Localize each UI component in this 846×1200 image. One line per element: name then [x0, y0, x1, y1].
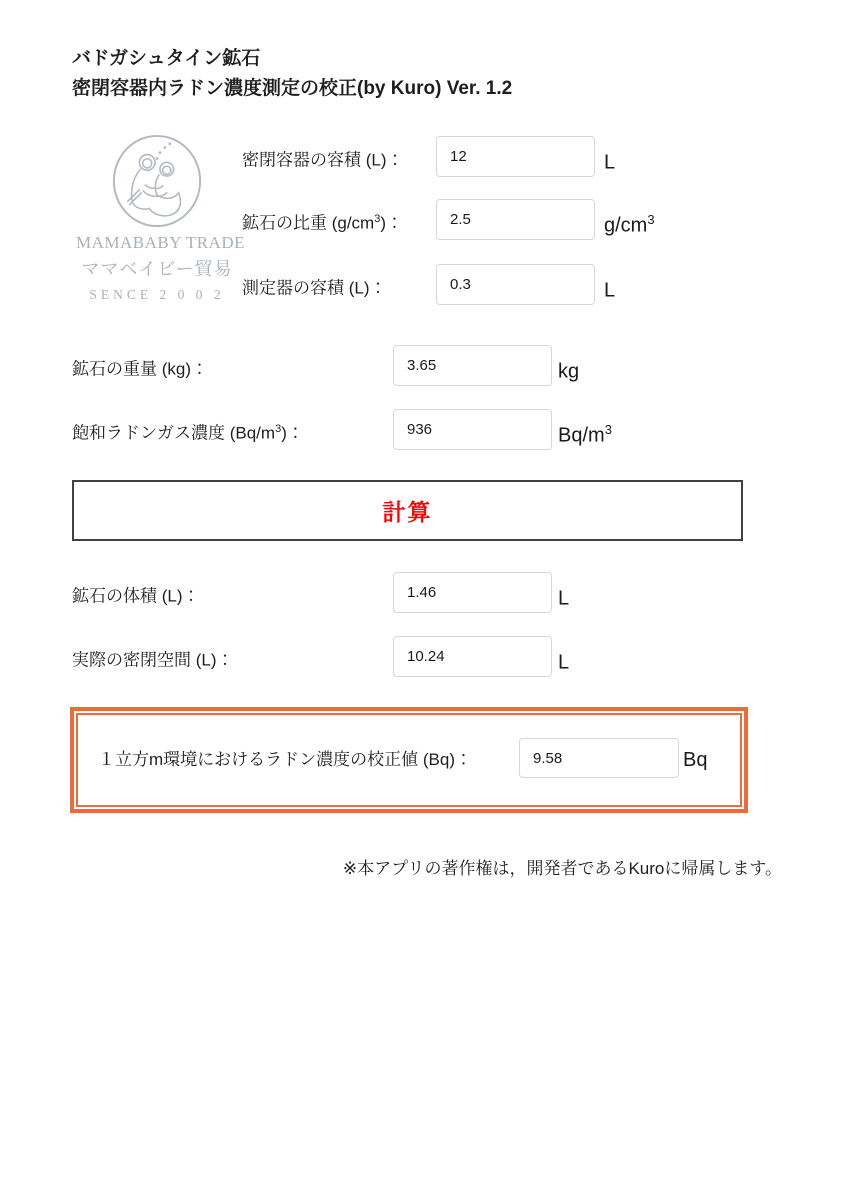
unit-text: L [558, 587, 570, 610]
page-title [72, 44, 512, 104]
device-volume-label [242, 264, 387, 309]
saturated-radon-unit [558, 409, 612, 457]
output-row-enclosed-space [0, 636, 846, 677]
input-row-container-volume [0, 136, 846, 177]
specific-gravity-input[interactable] [436, 199, 595, 240]
page-title-line2: 密閉容器内ラドン濃度測定の校正(by Kuro) Ver. 1.2 [72, 78, 513, 99]
device-volume-input[interactable] [436, 264, 595, 305]
ore-volume-unit [558, 572, 569, 620]
specific-gravity-label [242, 199, 403, 244]
unit-text: L [604, 151, 616, 174]
calculate-button[interactable]: 計算 [72, 480, 743, 541]
calibration-result-box [70, 707, 748, 813]
page-title-line1: バドガシュタイン鉱石 [72, 48, 261, 69]
unit-text: Bq/m [558, 424, 605, 447]
ore-weight-input[interactable] [393, 345, 552, 386]
saturated-radon-input[interactable] [393, 409, 552, 450]
unit-text: kg [558, 360, 580, 383]
calibration-result-output[interactable] [519, 738, 679, 778]
device-volume-unit [604, 264, 615, 312]
unit-text: L [604, 279, 616, 302]
label-text: 鉱石の比重 (g/cm [242, 213, 375, 233]
ore-volume-label [72, 572, 200, 617]
logo-name-jp: ママベイビー貿易 [81, 259, 233, 279]
label-text: 実際の密閉空間 (L)： [72, 650, 234, 670]
enclosed-space-output[interactable] [393, 636, 552, 677]
saturated-radon-label [72, 409, 304, 454]
label-text: 測定器の容積 (L)： [242, 278, 387, 298]
copyright-note: ※本アプリの著作権は，開発者であるKuroに帰属します。 [342, 859, 782, 878]
logo-name-en: MAMABABY TRADE [76, 233, 245, 252]
container-volume-input[interactable] [436, 136, 595, 177]
label-text: )： [281, 423, 304, 443]
container-volume-label [242, 136, 404, 181]
unit-text: g/cm [604, 214, 648, 237]
label-text: 鉱石の重量 (kg)： [72, 359, 208, 379]
label-text: 密閉容器の容積 (L)： [242, 150, 404, 170]
label-text: )： [380, 213, 404, 233]
calibration-result-label: １立方m環境におけるラドン濃度の校正値 (Bq)： [98, 750, 472, 769]
enclosed-space-label [72, 636, 234, 681]
label-sup: 3 [374, 213, 381, 225]
unit-sup: 3 [604, 422, 612, 437]
label-sup: 3 [275, 423, 282, 435]
input-row-device-volume [0, 264, 846, 305]
specific-gravity-unit [604, 199, 655, 247]
label-text: 鉱石の体積 (L)： [72, 586, 200, 606]
unit-text: L [558, 651, 570, 674]
container-volume-unit [604, 136, 615, 184]
input-row-saturated-radon [0, 409, 846, 450]
ore-volume-output[interactable] [393, 572, 552, 613]
unit-sup: 3 [647, 212, 655, 227]
ore-weight-label [72, 345, 208, 390]
ore-weight-unit [558, 345, 579, 393]
output-row-ore-volume [0, 572, 846, 613]
input-row-specific-gravity [0, 199, 846, 240]
calibration-result-unit: Bq [683, 749, 708, 771]
label-text: 飽和ラドンガス濃度 (Bq/m [72, 423, 276, 443]
input-row-ore-weight [0, 345, 846, 386]
enclosed-space-unit [558, 636, 569, 684]
logo-since: SENCE 2 0 0 2 [89, 287, 225, 302]
